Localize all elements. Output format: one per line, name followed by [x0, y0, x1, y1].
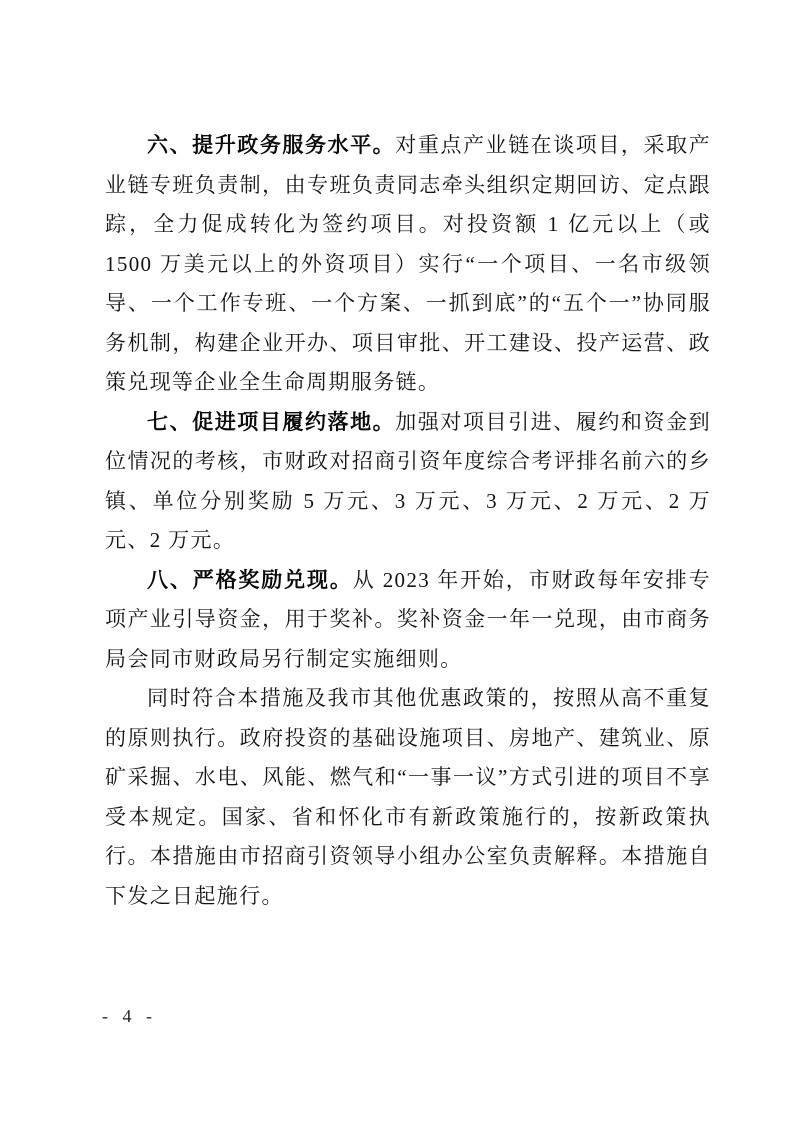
paragraph-section-6 [105, 126, 711, 403]
page-number: - 4 - [102, 1006, 157, 1026]
section-heading-6: 六、提升政务服务水平。 [147, 134, 396, 157]
document-body [105, 126, 711, 916]
section-body-8: 从 2023 年开始，市财政每年安排专项产业引导资金，用于奖补。奖补资金一年一兑现，由市商务局会同市财政局另行制定实施细则。 [105, 567, 711, 671]
section-heading-8: 八、严格奖励兑现。 [147, 568, 353, 592]
closing-body: 同时符合本措施及我市其他优惠政策的，按照从高不重复的原则执行。政府投资的基础设施项目、房地产、建筑业、原矿采掘、水电、风能、燃气和“一事一议”方式引进的项目不享受本规定。国家、省和怀化市有新政策施行的，按新政策执行。本措施由市招商引资领导小组办公室负责解释。本措施自下发之日起施行。 [105, 686, 711, 908]
section-body-7: 加强对项目引进、履约和资金到位情况的考核，市财政对招商引资年度综合考评排名前六的乡镇、单位分别奖励 5 万元、3 万元、3 万元、2 万元、2 万元、2 万元。 [105, 409, 711, 552]
section-heading-7: 七、促进项目履约落地。 [147, 410, 396, 434]
section-body-6: 对重点产业链在谈项目，采取产业链专班负责制，由专班负责同志牵头组织定期回访、定点跟踪，全力促成转化为签约项目。对投资额 1 亿元以上（或 1500 万美元以上的外资项目）实行“一个项目、一名市级领导、一个工作专班、一个方案、一抓到底”的“五个一”协同服务机制，构建企业开办、项目审批、开工建设、投产运营、政策兑现等企业全生命周期服务链。 [105, 133, 711, 394]
paragraph-closing [105, 679, 711, 916]
paragraph-section-7 [105, 403, 711, 561]
paragraph-section-8 [105, 561, 711, 680]
